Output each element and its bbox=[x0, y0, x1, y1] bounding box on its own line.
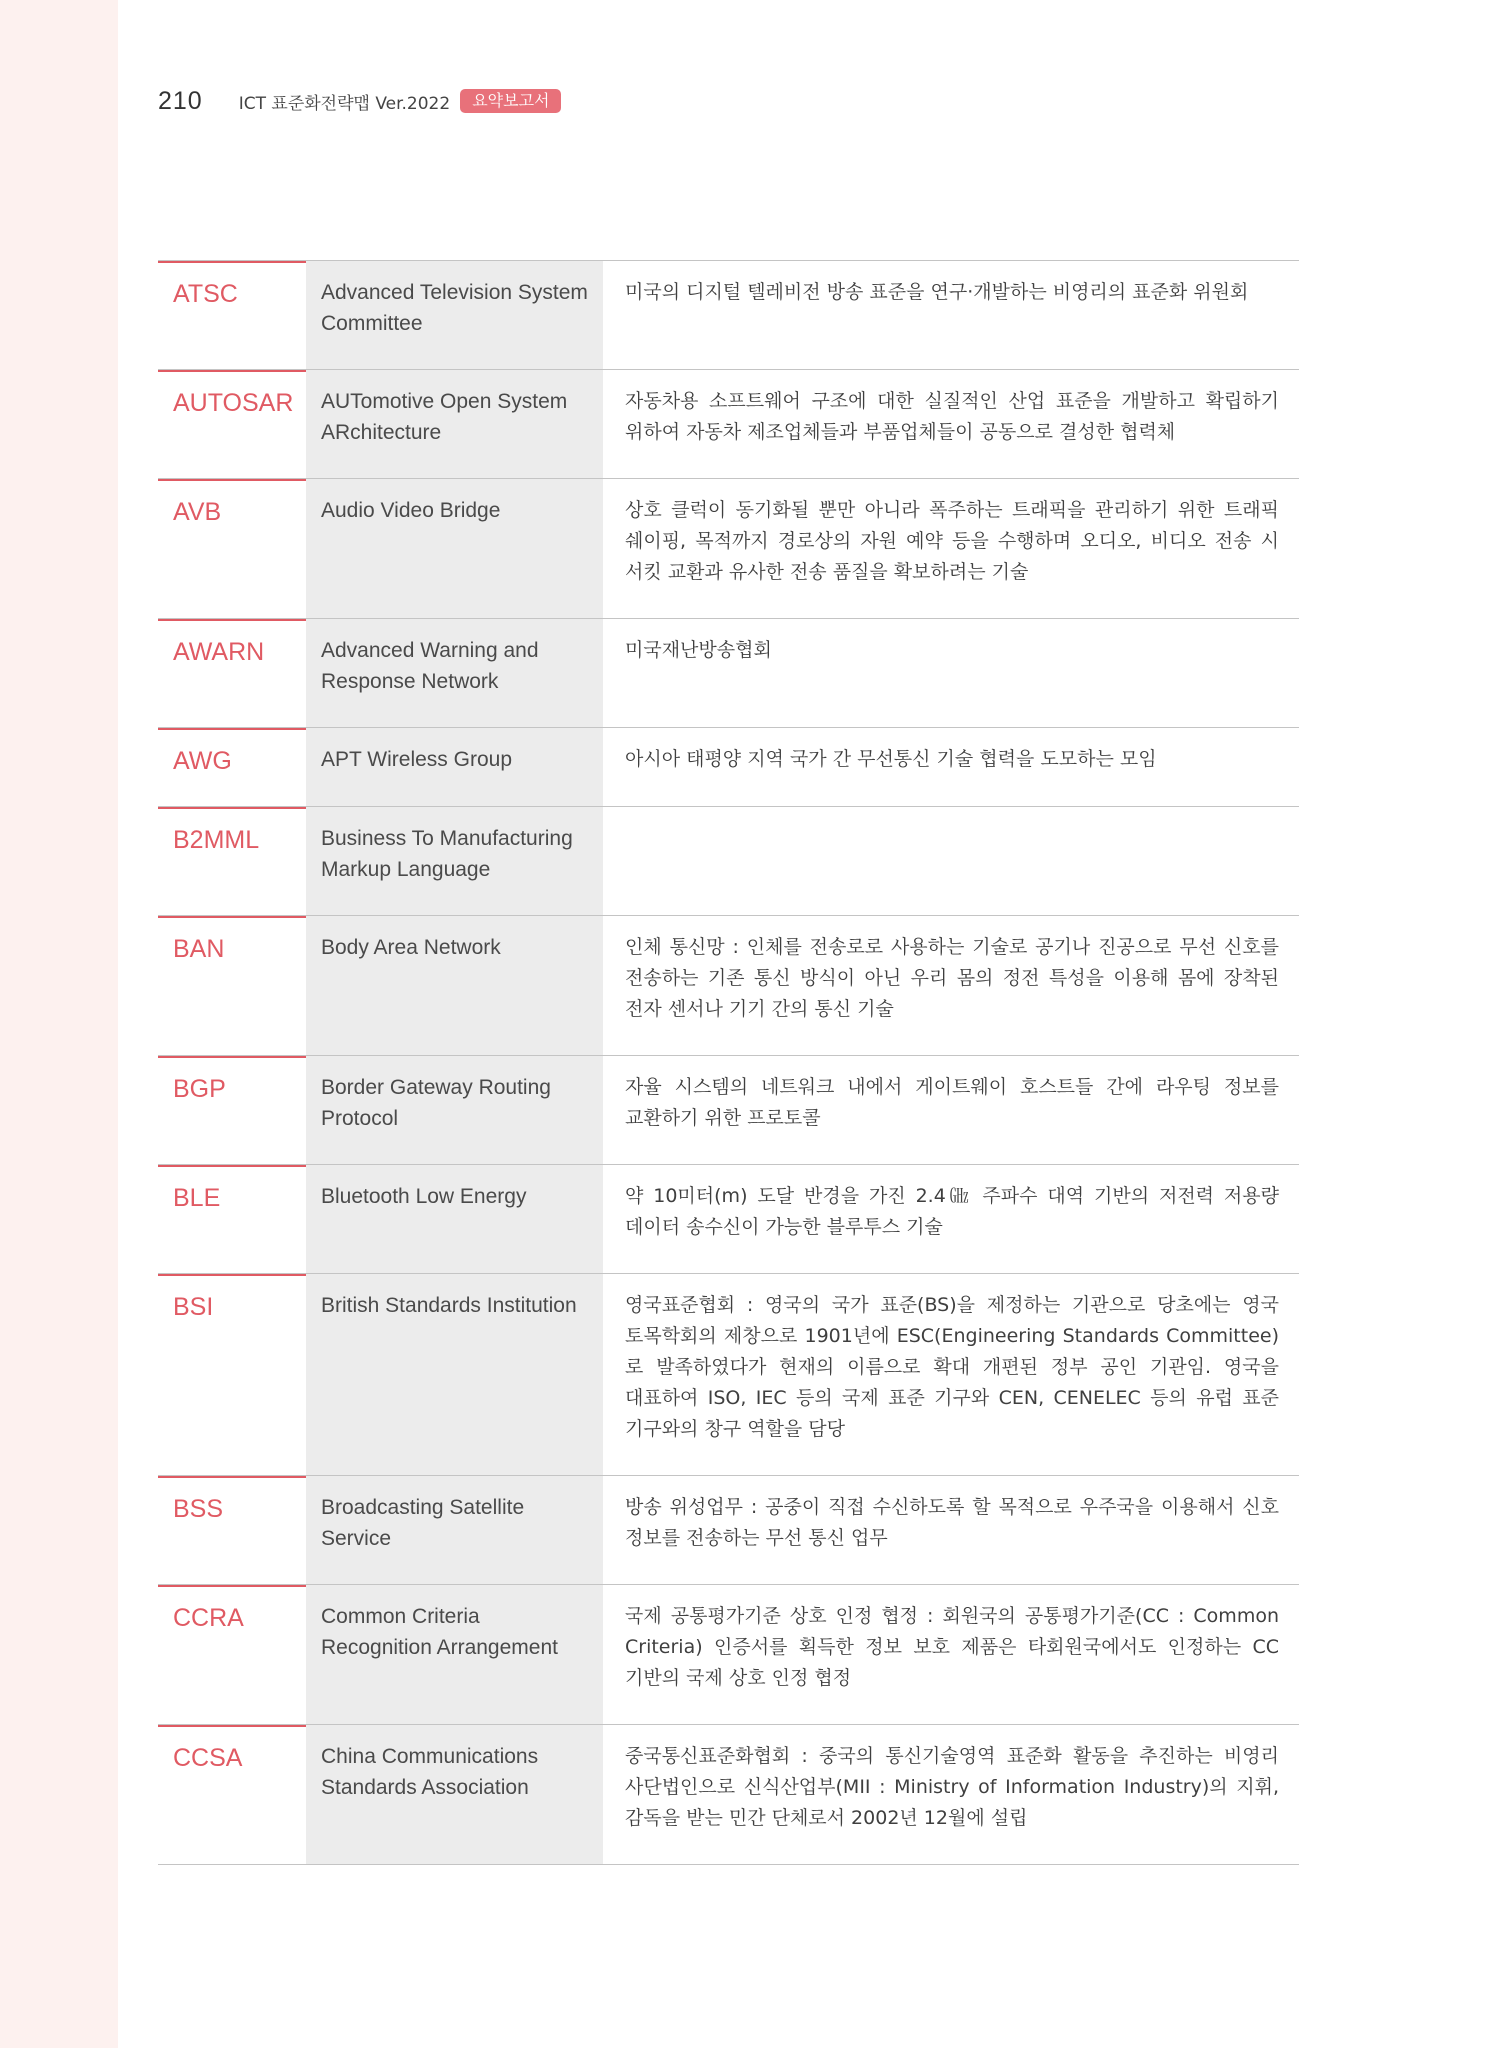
glossary-row bbox=[158, 1476, 1299, 1585]
glossary-description: 자동차용 소프트웨어 구조에 대한 실질적인 산업 표준을 개발하고 확립하기 위하여 자동차 제조업체들과 부품업체들이 공동으로 결성한 협력체 bbox=[625, 390, 1279, 443]
glossary-row bbox=[158, 1165, 1299, 1274]
glossary-term: BSS bbox=[158, 1476, 306, 1584]
glossary-row bbox=[158, 1725, 1299, 1865]
glossary-term: BAN bbox=[158, 916, 306, 1055]
glossary-term: CCRA bbox=[158, 1585, 306, 1724]
glossary-term: AWARN bbox=[158, 619, 306, 727]
glossary-description: 미국재난방송협회 bbox=[625, 639, 772, 661]
glossary-table bbox=[158, 260, 1299, 1865]
glossary-term: BSI bbox=[158, 1274, 306, 1475]
summary-report-badge: 요약보고서 bbox=[460, 89, 561, 113]
glossary-description bbox=[603, 807, 1299, 915]
glossary-full-name: Common Criteria Recognition Arrangement bbox=[306, 1585, 603, 1724]
glossary-row bbox=[158, 1274, 1299, 1476]
glossary-description: 아시아 태평양 지역 국가 간 무선통신 기술 협력을 도모하는 모임 bbox=[625, 748, 1157, 770]
glossary-full-name: Advanced Television System Committee bbox=[306, 261, 603, 369]
glossary-full-name: Audio Video Bridge bbox=[306, 479, 603, 618]
glossary-row bbox=[158, 261, 1299, 370]
glossary-row bbox=[158, 619, 1299, 728]
glossary-term: B2MML bbox=[158, 807, 306, 915]
page-number: 210 bbox=[158, 86, 203, 115]
glossary-term: AUTOSAR bbox=[158, 370, 306, 478]
glossary-description: 상호 클럭이 동기화될 뿐만 아니라 폭주하는 트래픽을 관리하기 위한 트래픽 쉐이핑, 목적까지 경로상의 자원 예약 등을 수행하며 오디오, 비디오 전송 시 서킷 교환과 유사한 전송 품질을 확보하려는 기술 bbox=[625, 499, 1279, 583]
glossary-row bbox=[158, 370, 1299, 479]
glossary-description: 영국표준협회 : 영국의 국가 표준(BS)을 제정하는 기관으로 당초에는 영국 토목학회의 제창으로 1901년에 ESC(Engineering Standards Committee)로 발족하였다가 현재의 이름으로 확대 개편된 정부 공인 기관임. 영국을 대표하여 ISO, IEC 등의 국제 표준 기구와 CEN, CENELEC 등의 유럽 표준 기구와의 창구 역할을 담당 bbox=[625, 1294, 1279, 1440]
glossary-row bbox=[158, 479, 1299, 619]
glossary-description: 자율 시스템의 네트워크 내에서 게이트웨이 호스트들 간에 라우팅 정보를 교환하기 위한 프로토콜 bbox=[625, 1076, 1279, 1129]
glossary-description: 인체 통신망 : 인체를 전송로로 사용하는 기술로 공기나 진공으로 무선 신호를 전송하는 기존 통신 방식이 아닌 우리 몸의 정전 특성을 이용해 몸에 장착된 전자 센서나 기기 간의 통신 기술 bbox=[625, 936, 1279, 1020]
glossary-description: 중국통신표준화협회 : 중국의 통신기술영역 표준화 활동을 추진하는 비영리 사단법인으로 신식산업부(MII : Ministry of Information Industry)의 지휘, 감독을 받는 민간 단체로서 2002년 12월에 설립 bbox=[625, 1745, 1279, 1829]
glossary-description: 약 10미터(m) 도달 반경을 가진 2.4㎓ 주파수 대역 기반의 저전력 저용량 데이터 송수신이 가능한 블루투스 기술 bbox=[625, 1185, 1279, 1238]
glossary-term: BLE bbox=[158, 1165, 306, 1273]
glossary-full-name: Broadcasting Satellite Service bbox=[306, 1476, 603, 1584]
glossary-full-name: APT Wireless Group bbox=[306, 728, 603, 806]
glossary-term: CCSA bbox=[158, 1725, 306, 1864]
glossary-row bbox=[158, 728, 1299, 807]
document-title: ICT 표준화전략맵 Ver.2022 bbox=[238, 93, 451, 114]
glossary-full-name: AUTomotive Open System ARchitecture bbox=[306, 370, 603, 478]
glossary-description: 미국의 디지털 텔레비전 방송 표준을 연구·개발하는 비영리의 표준화 위원회 bbox=[625, 281, 1249, 303]
side-margin-strip bbox=[0, 0, 118, 2048]
glossary-row bbox=[158, 807, 1299, 916]
glossary-term: AWG bbox=[158, 728, 306, 806]
glossary-description: 국제 공통평가기준 상호 인정 협정 : 회원국의 공통평가기준(CC : Common Criteria) 인증서를 획득한 정보 보호 제품은 타회원국에서도 인정하는 CC 기반의 국제 상호 인정 협정 bbox=[625, 1605, 1279, 1689]
page-header bbox=[158, 84, 561, 118]
glossary-full-name: China Communications Standards Association bbox=[306, 1725, 603, 1864]
glossary-full-name: Advanced Warning and Response Network bbox=[306, 619, 603, 727]
glossary-row bbox=[158, 1056, 1299, 1165]
glossary-term: BGP bbox=[158, 1056, 306, 1164]
glossary-term: ATSC bbox=[158, 261, 306, 369]
glossary-full-name: Business To Manufacturing Markup Language bbox=[306, 807, 603, 915]
glossary-row bbox=[158, 1585, 1299, 1725]
glossary-full-name: Bluetooth Low Energy bbox=[306, 1165, 603, 1273]
glossary-full-name: British Standards Institution bbox=[306, 1274, 603, 1475]
glossary-row bbox=[158, 916, 1299, 1056]
glossary-full-name: Border Gateway Routing Protocol bbox=[306, 1056, 603, 1164]
glossary-term: AVB bbox=[158, 479, 306, 618]
glossary-full-name: Body Area Network bbox=[306, 916, 603, 1055]
glossary-description: 방송 위성업무 : 공중이 직접 수신하도록 할 목적으로 우주국을 이용해서 신호 정보를 전송하는 무선 통신 업무 bbox=[625, 1496, 1279, 1549]
